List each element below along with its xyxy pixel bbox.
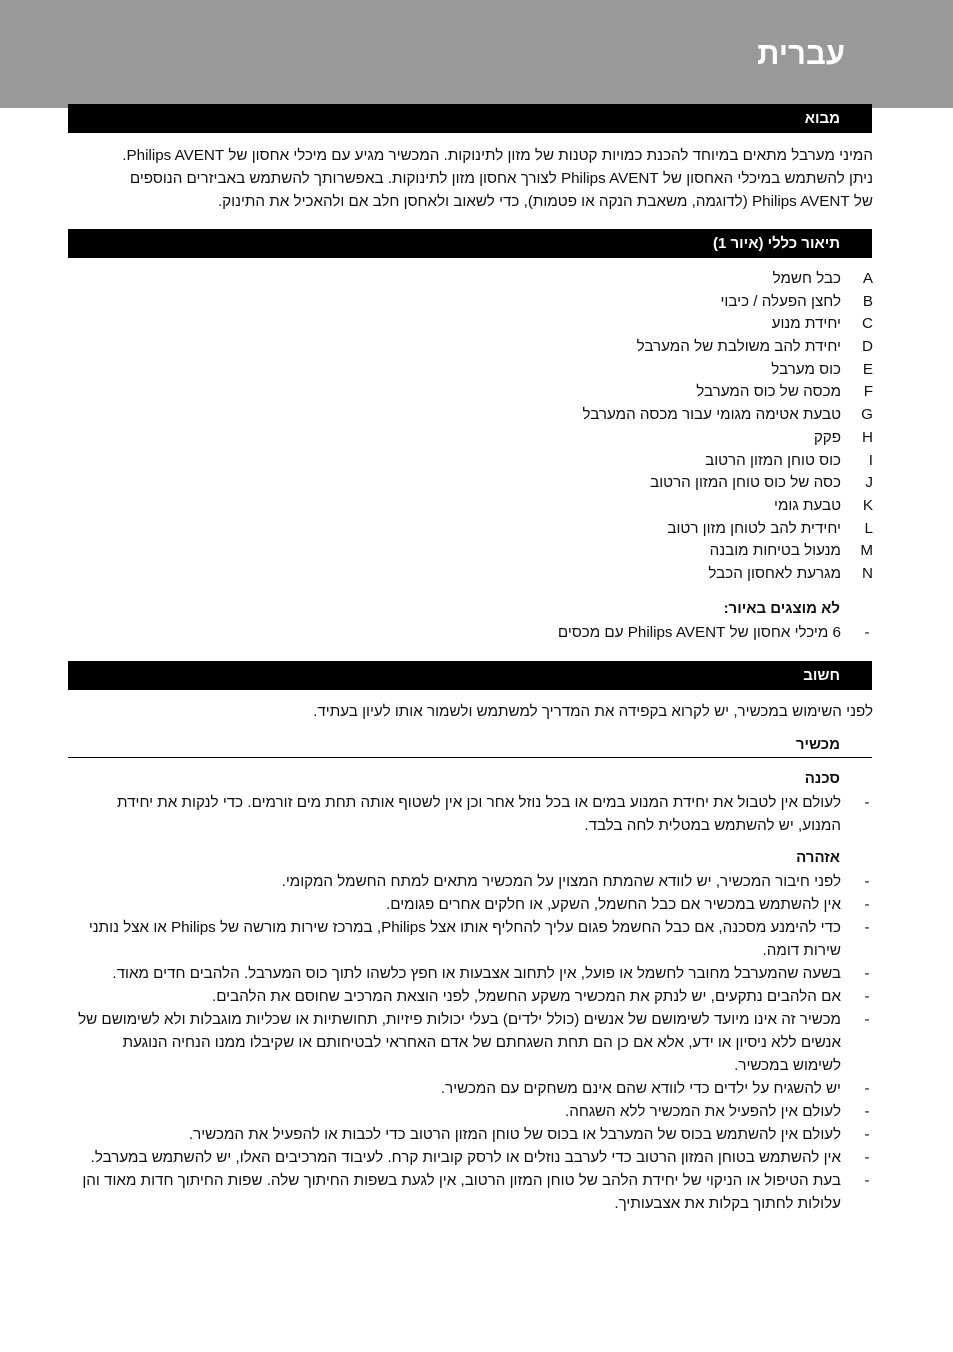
intro-line: ניתן להשתמש במיכלי האחסון של Philips AVENT לצורך אחסון מזון לתינוקות. באפשרותך להשתמש באביזרים הנוספים xyxy=(129,170,873,187)
component-name: כוס מערבל xyxy=(771,360,841,378)
danger-list xyxy=(73,791,873,837)
list-item-text: בעת הטיפול או הניקוי של יחידת הלהב של טוחן המזון הרטוב, אין לגעת בשפות החיתוך שלה. שפות החיתוך חדות מאוד והן עלולות לחתוך בקלות את אצבעותיך. xyxy=(82,1172,841,1212)
component-letter: B xyxy=(862,292,873,310)
component-item xyxy=(173,427,873,450)
component-name: טבעת גומי xyxy=(774,496,841,514)
list-item-text: לעולם אין לטבול את יחידת המנוע במים או בכל נוזל אחר וכן אין לשטוף אותה תחת מים זורמים. כדי לנקות את יחידת המנוע, יש להשתמש במטלית לחה בלבד. xyxy=(117,794,841,834)
component-item xyxy=(173,336,873,359)
component-letter: K xyxy=(862,496,873,514)
component-item xyxy=(173,291,873,314)
dash-marker: - xyxy=(864,919,870,936)
dash-marker: - xyxy=(864,873,870,890)
warning-list xyxy=(73,870,873,1215)
list-item-text: בשעה שהמערבל מחובר לחשמל או פועל, אין לתחוב אצבעות או חפץ כלשהו לתוך כוס המערבל. הלהבים חדים מאוד. xyxy=(112,965,841,982)
component-item xyxy=(173,404,873,427)
dash-marker: - xyxy=(864,965,870,982)
list-item xyxy=(73,893,873,916)
component-name: כוס טוחן המזון הרטוב xyxy=(705,451,841,469)
component-item xyxy=(173,472,873,495)
dash-marker: - xyxy=(864,1172,870,1189)
component-letter: C xyxy=(862,315,873,333)
list-item-text: אין להשתמש בטוחן המזון הרטוב כדי לערבב נוזלים או לרסק קוביות קרח. לעיבוד המרכיבים האלו, יש להשתמש במערבל. xyxy=(90,1149,841,1166)
list-item xyxy=(73,1008,873,1077)
important-intro: לפני השימוש במכשיר, יש לקרוא בקפידה את המדריך למשתמש ולשמור אותו לעיון בעתיד. xyxy=(313,703,873,720)
list-item xyxy=(73,1169,873,1215)
component-name: יחידת להב משולבת של המערבל xyxy=(636,338,841,356)
danger-heading: סכנה xyxy=(804,770,840,787)
intro-line: המיני מערבל מתאים במיוחד להכנת כמויות קטנות של מזון לתינוקות. המכשיר מגיע עם מיכלי אחסון של Philips AVENT. xyxy=(122,147,873,164)
component-item xyxy=(173,313,873,336)
component-name: יחידית להב לטוחן מזון רטוב xyxy=(667,519,841,537)
intro-line: של Philips AVENT (לדוגמה, משאבת הנקה או פטמות), כדי לשאוב ולאחסן חלב אם ולהאכיל את התינוק. xyxy=(217,193,873,210)
dash-marker: - xyxy=(864,1011,870,1028)
list-item xyxy=(73,1146,873,1169)
component-item xyxy=(173,518,873,541)
section-heading-general-description: תיאור כללי (איור 1) xyxy=(713,235,840,252)
component-name: מגרעת לאחסון הכבל xyxy=(708,564,841,582)
section-heading-introduction: מבוא xyxy=(804,110,840,127)
component-name: פקק xyxy=(813,428,841,446)
component-name: לחצן הפעלה / כיבוי xyxy=(720,292,841,310)
list-item xyxy=(73,1077,873,1100)
component-letter: N xyxy=(862,564,873,582)
list-item xyxy=(73,916,873,962)
component-letter: J xyxy=(865,474,873,492)
component-letter: M xyxy=(860,542,873,560)
appliance-heading: מכשיר xyxy=(795,736,840,753)
dash-marker: - xyxy=(864,988,870,1005)
dash-marker: - xyxy=(864,794,870,811)
component-item xyxy=(173,359,873,382)
section-heading-important: חשוב xyxy=(803,667,840,684)
not-shown-heading: לא מוצגים באיור: xyxy=(723,600,840,617)
divider-line xyxy=(68,757,872,758)
warning-heading: אזהרה xyxy=(796,849,840,866)
dash-marker: - xyxy=(864,896,870,913)
list-item-text: כדי להימנע מסכנה, אם כבל החשמל פגום עליך להחליף אותו אצל Philips, במרכז שירות מורשה של Philips או אצל נותני שירות דומה. xyxy=(88,919,841,959)
dash-marker: - xyxy=(864,1149,870,1166)
list-item-text: אם הלהבים נתקעים, יש לנתק את המכשיר משקע החשמל, לפני הוצאת המרכיב שחוסם את הלהבים. xyxy=(211,988,841,1005)
component-letter: A xyxy=(862,270,873,287)
list-item xyxy=(73,870,873,893)
component-name: יחידת מנוע xyxy=(771,315,841,333)
list-item xyxy=(73,1123,873,1146)
language-title: עברית xyxy=(757,36,845,71)
component-item xyxy=(173,563,873,586)
list-item xyxy=(73,985,873,1008)
list-item-text: אין להשתמש במכשיר אם כבל החשמל, השקע, או חלקים אחרים פגומים. xyxy=(386,896,841,913)
list-item-text: לפני חיבור המכשיר, יש לוודא שהמתח המצוין על המכשיר מתאים למתח החשמל המקומי. xyxy=(281,873,841,890)
list-item xyxy=(73,962,873,985)
list-item xyxy=(73,1100,873,1123)
not-shown-list xyxy=(73,621,873,644)
list-item-text: מכשיר זה אינו מיועד לשימושם של אנשים (כולל ילדים) בעלי יכולות פיזיות, תחושתיות או שכליות מוגבלות ולא לשימושם של אנשים ללא ניסיון או ידע, אלא אם כן הם תחת השגחתם של אדם האחראי לבטיחותם או שקיבלו ממנו הנחיה הנוגעת לשימוש במכשיר. xyxy=(78,1011,841,1074)
list-item-text: יש להשגיח על ילדים כדי לוודא שהם אינם משחקים עם המכשיר. xyxy=(440,1080,841,1097)
component-item xyxy=(173,381,873,404)
component-item xyxy=(173,450,873,473)
section-bar-introduction xyxy=(68,104,872,133)
component-name: טבעת אטימה מגומי עבור מכסה המערבל xyxy=(582,406,841,424)
component-name: כבל חשמל xyxy=(772,270,841,287)
section-bar-general-description xyxy=(68,229,872,258)
list-item-text: לעולם אין להשתמש בכוס של המערבל או בכוס של טוחן המזון הרטוב כדי לכבות או להפעיל את המכשיר. xyxy=(188,1126,841,1143)
component-name: כסה של כוס טוחן המזון הרטוב xyxy=(650,474,841,492)
list-item-text: 6 מיכלי אחסון של Philips AVENT עם מכסים xyxy=(557,624,841,641)
component-item xyxy=(173,540,873,563)
dash-marker: - xyxy=(864,1103,870,1120)
component-item xyxy=(173,495,873,518)
component-name: מנעול בטיחות מובנה xyxy=(709,542,841,560)
dash-marker: - xyxy=(864,624,870,641)
component-letter: L xyxy=(864,519,873,537)
component-letter: H xyxy=(862,428,873,446)
dash-marker: - xyxy=(864,1126,870,1143)
intro-paragraph xyxy=(53,144,873,213)
component-letter: F xyxy=(863,383,873,401)
list-item xyxy=(73,791,873,837)
component-letter: D xyxy=(862,338,873,356)
section-bar-important xyxy=(68,661,872,690)
list-item-text: לעולם אין להפעיל את המכשיר ללא השגחה. xyxy=(565,1103,841,1120)
component-letter: G xyxy=(861,406,873,424)
component-name: מכסה של כוס המערבל xyxy=(696,383,841,401)
component-list xyxy=(173,268,873,586)
list-item xyxy=(73,621,873,644)
component-item xyxy=(173,268,873,291)
component-letter: I xyxy=(868,451,873,469)
component-letter: E xyxy=(862,360,873,378)
dash-marker: - xyxy=(864,1080,870,1097)
